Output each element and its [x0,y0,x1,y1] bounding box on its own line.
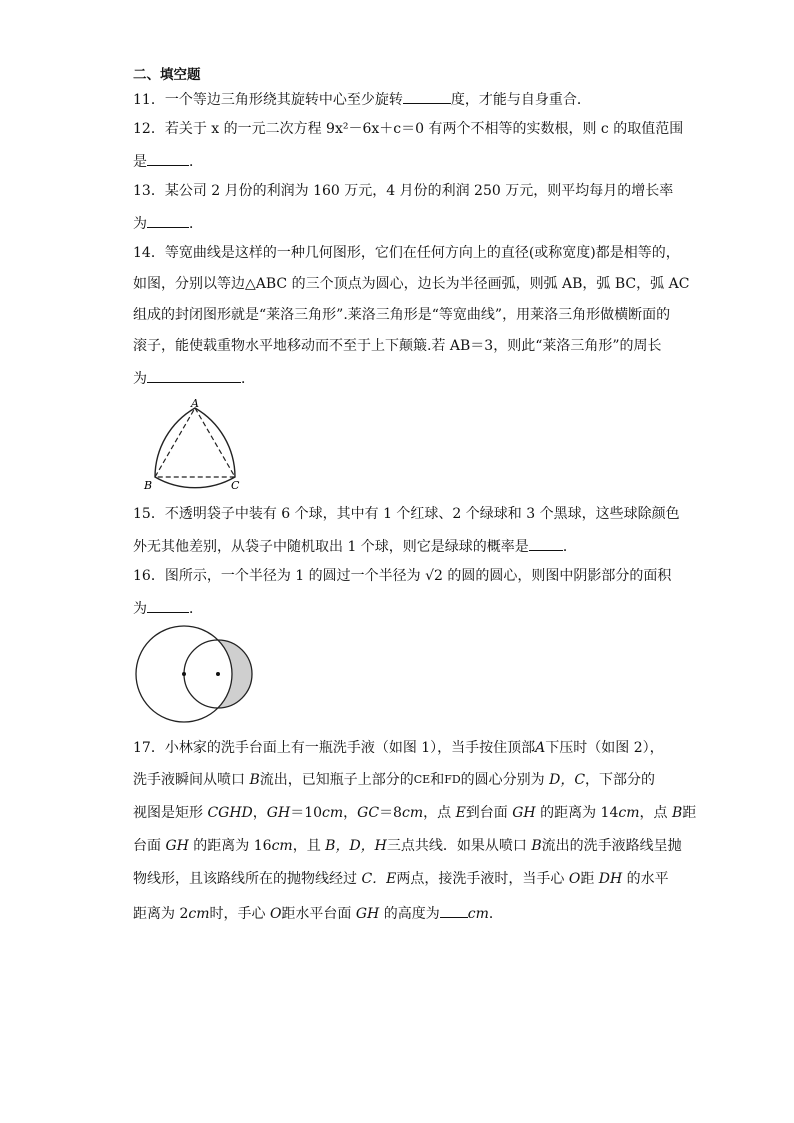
small-circle-center [216,672,220,676]
q17-unit: cm [401,805,424,821]
reuleaux-arcs [155,408,235,488]
q17-text: 的高度为 [379,906,440,922]
q16-line2 [133,599,203,617]
q17-seg-gh: GH [355,906,380,922]
q17-line5 [133,871,669,887]
q17-text: ＝8 [379,805,402,821]
section-heading: 二、填空题 [133,67,201,83]
q17-text: ， [343,805,358,821]
q17-point-o: O [269,906,282,922]
q14-line5 [133,369,255,387]
q15-answer-blank[interactable] [529,537,563,551]
q17-point-o: O [568,871,581,887]
q14-line1: 14．等宽曲线是这样的一种几何图形，它们在任何方向上的直径(或称宽度)都是相等的， [133,245,680,261]
q17-seg-gh: GH [266,805,291,821]
q17-text: 和 [430,772,445,788]
q17-points-ce: C．E [361,871,397,887]
q17-text: ，点 [423,805,456,821]
q17-text: 距 [682,805,697,821]
q17-point-b: B [249,772,260,788]
q17-text: ，点 [639,805,672,821]
q17-text: ，下部分的 [585,772,656,788]
q14-line2: 如图，分别以等边△ABC 的三个顶点为圆心，边长为半径画弧，则弧 AB，弧 BC，弧 AC [133,276,690,292]
reuleaux-triangle-figure [140,396,250,492]
q17-point-e: E [455,805,466,821]
q17-seg-gh: GH [512,805,536,821]
q17-text: 台面 [133,838,166,854]
q17-text: 流出的洗手液路线呈抛 [541,838,682,854]
vertex-label-c: C [231,479,240,492]
triangle-abc-dashed [155,408,235,477]
q12-answer-blank[interactable] [147,152,189,166]
q17-line4 [133,838,682,854]
q14-text-end: ． [241,371,255,387]
q16-text-cont: 的圆的圆心，则图中阴影部分的面积 [442,568,672,584]
q12-text-end: ． [189,154,203,170]
q13-text-end: ． [189,216,203,232]
q15-text: 外无其他差别，从袋子中随机取出 1 个球，则它是绿球的概率是 [133,539,529,555]
large-circle-center [182,672,186,676]
q17-points-dc: D，C [549,772,586,788]
q17-point-a: A [535,740,546,756]
q17-text: 下压时（如图 2）， [545,740,664,756]
q17-seg-dh: DH [598,871,623,887]
q17-unit: cm [322,805,344,821]
q17-text: 距离为 2 [133,906,189,922]
q17-text: 的圆心分别为 [460,772,550,788]
q13-line2 [133,214,203,232]
q17-unit: cm [188,906,210,922]
vertex-label-a: A [191,397,199,410]
q17-unit: cm [618,805,640,821]
q13-line1: 13．某公司 2 月份的利润为 160 万元，4 月份的利润 250 万元，则平均每月的增长率 [133,183,674,199]
q14-line3: 组成的封闭图形就是“莱洛三角形”.莱洛三角形是“等宽曲线”，用莱洛三角形做横断面的 [133,307,671,323]
q17-points-bdh: B，D，H [325,838,387,854]
q17-text: 距 [580,871,599,887]
q17-text: 三点共线．如果从喷口 [386,838,532,854]
q17-line2 [133,772,655,789]
q17-text: 流出，已知瓶子上部分的 [259,772,414,788]
q17-text: 到台面 [465,805,513,821]
q17-text: 17．小林家的洗手台面上有一瓶洗手液（如图 1），当手按住顶部 [133,740,536,756]
q12-text: 是 [133,154,147,170]
q14-line4: 滚子，能使载重物水平地移动而不至于上下颠簸.若 AB＝3，则此“莱洛三角形”的周长 [133,338,662,354]
q14-answer-blank[interactable] [147,369,241,383]
q15-line2 [133,537,577,555]
q17-text: 物线形，且该路线所在的抛物线经过 [133,871,362,887]
q17-line1 [133,740,664,756]
q17-line3 [133,805,696,821]
q16-line1 [133,568,671,584]
vertex-label-b: B [144,479,153,492]
q17-text: 视图是矩形 [133,805,208,821]
q17-text: ＝10 [290,805,323,821]
q17-rect-name: CGHD [207,805,253,821]
q16-text-end: ． [189,601,203,617]
q15-text-end: ． [562,539,577,555]
q17-text: 的距离为 14 [535,805,619,821]
q17-text: 洗手液瞬间从喷口 [133,772,250,788]
q12-line2 [133,152,203,170]
q17-text: 距水平台面 [281,906,356,922]
q17-text: ． [488,906,503,922]
sqrt2-symbol: √2 [425,568,443,584]
q17-text: ，且 [292,838,326,854]
q12-line1: 12．若关于 x 的一元二次方程 9x²－6x＋c＝0 有两个不相等的实数根，则 c 的取值范围 [133,121,684,137]
q17-point-b: B [531,838,542,854]
q17-arc-ce: CE [413,773,431,786]
q17-line6 [133,904,503,922]
q11-answer-blank[interactable] [403,90,451,104]
q17-text: ， [252,805,267,821]
q13-answer-blank[interactable] [147,214,189,228]
q16-answer-blank[interactable] [147,599,189,613]
q16-text-2: 为 [133,601,147,617]
q17-text: 的距离为 16 [188,838,272,854]
q14-text: 为 [133,371,147,387]
q17-point-b: B [671,805,683,821]
q11-text: 11．一个等边三角形绕其旋转中心至少旋转 [133,92,403,108]
q16-text: 16．图所示，一个半径为 1 的圆过一个半径为 [133,568,426,584]
q17-arc-fd: FD [444,773,461,786]
q17-answer-blank[interactable] [440,904,468,918]
q17-text: 的水平 [622,871,669,887]
circles-shaded-figure [128,620,258,728]
q13-text: 为 [133,216,147,232]
q17-text: 时，手心 [209,906,270,922]
q17-seg-gc: GC [357,805,380,821]
q17-seg-gh: GH [165,838,189,854]
q11-text-end: 度，才能与自身重合． [450,92,591,108]
q11-line [133,90,591,108]
q17-text: 两点，接洗手液时，当手心 [396,871,569,887]
q15-line1: 15．不透明袋子中装有 6 个球，其中有 1 个红球、2 个绿球和 3 个黑球，这些球除颜色 [133,506,680,522]
q17-unit: cm [467,906,489,922]
q17-unit: cm [271,838,293,854]
